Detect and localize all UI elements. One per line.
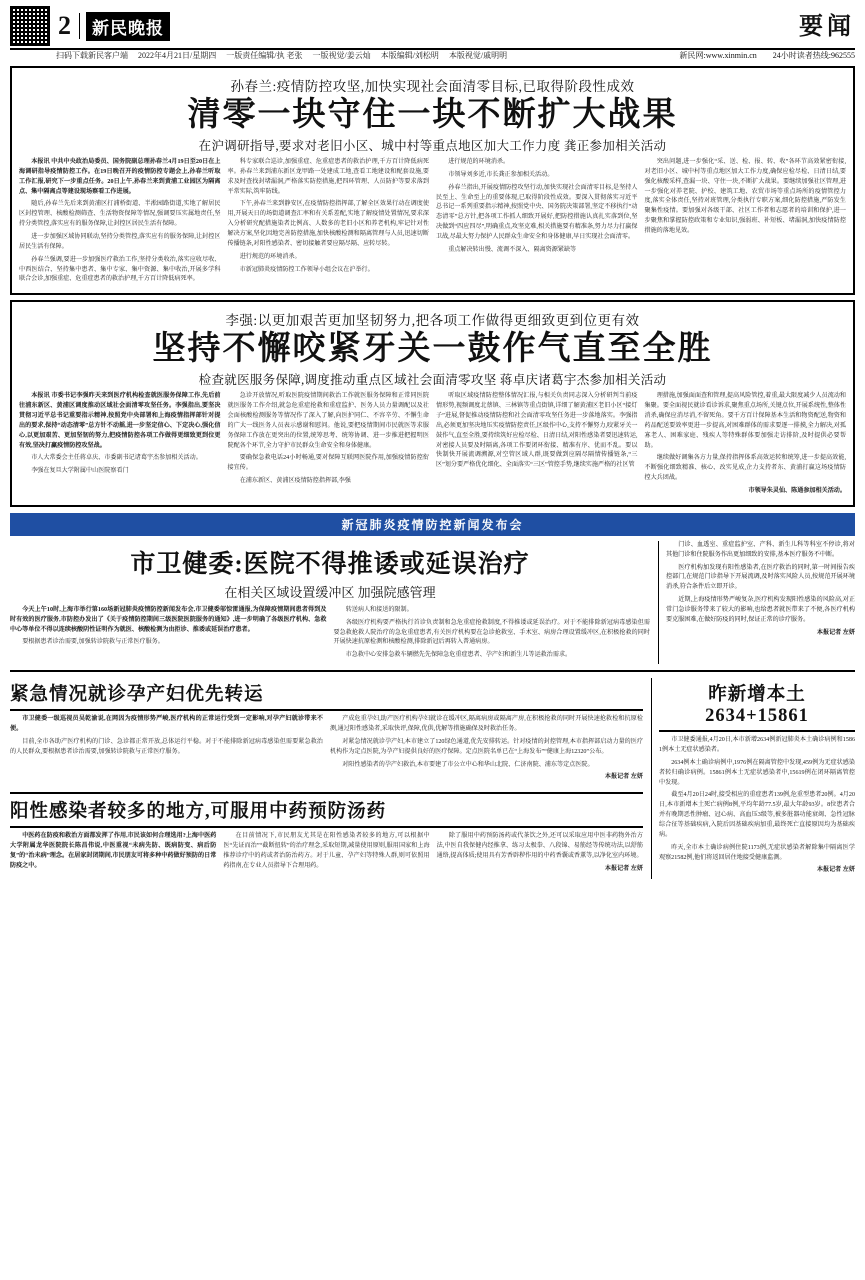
paragraph: 门诊、血透室、重症监护室、产科、新生儿科等科室不停诊,将对其他门诊和住院服务作出更加细致的安排,基本医疗服务不中断。 [666,541,855,558]
paragraph: 在目前情况下,市民朋友尤其是在阳性感染者较多的地方,可以根据中医“先证而治”“截断扭转”的治疗理念,采取短期,减量使用原则,服用国家和上海推荐诊疗中的药或者治防治药方。对于儿童、孕产妇等特殊人群,则可依照用药指南,在专业人员指导下合理用药。 [223,833,430,869]
article2-subhead: 检查就医服务保障,调度推动重点区域社会面清零攻坚 蒋卓庆诸葛宇杰参加相关活动 [198,373,667,388]
masthead-subrow [10,50,855,61]
paragraph: 下午,孙春兰来到静安区,在疫情防控指挥部,了解全区效果行动在调度使用,开展天日的场街道调查汇率和有关系差配,实地了解疫情处置情况,要求深入分析研究配措施染者比例高、人数多的老旧小区和养老机构,牢记针对性解决方案,坚化因地完善防控措施,加快核酸检测和隔离管理与人员,迅速切断传播链条,对阳性感染者、密切接触者要应隔尽隔、应转尽转。 [227,201,429,247]
article5-col-3 [437,832,643,877]
byline: 本报记者 左妍 [816,629,855,636]
paragraph: 产成危重孕妇,助产医疗机构孕妇就诊在缓冲区,隔离病房或隔离产房,在积极抢救的同时开展快速抢救检和抗原检测,通过阳性感染者,采取快评,保障,优供,优解等措施确保及时救治任务。 [330,716,643,732]
masthead [10,6,855,50]
article3-col-1 [10,606,327,664]
editor-1: 一版责任编辑/执 老张 [226,51,303,60]
paragraph: 继续做好调集各方力量,保持指挥体系高效运转和统筹,进一步提高效能,不断强化细致精准、核心、改实见成,企力支持者东、黄浦打赢这场疫情防控大兵团战。 [644,455,846,482]
paragraph: 要根据患者诊治需要,加强转诊院救与正常医疗服务。 [22,639,164,646]
paragraph: 医疗机构加发现有阳性感染者,在医疗救治的同时,第一时间报告疾控部门,在规范门诊指导下开展流调,及时落实风险人员,按规范开展环境消杀,符合条件后立即开诊。 [666,564,855,591]
article2-col-4 [645,392,847,500]
article2-body [19,392,846,500]
paragraph: 市领导刘多近,市长龚正参加相关活动。 [448,171,554,178]
article2-col-3 [436,392,638,500]
article-sun-chunlan [10,66,855,295]
masthead-left [10,6,170,46]
issue-date: 2022年4月21日/星期四 [138,51,217,60]
paragraph: 突出问题,进一步强化“采、送、检、报、转、收”各环节高效紧密衔接,对老旧小区、城中村等重点地区加大工作力度,确保应检尽检、日清日结,要强化核酸采样,查漏一块、守住一块,不断扩大战果。要继续加强社区管理,进一步强化对养老院、护校、建筑工地、农贸市场等重点场所的疫情管控力度,落实全体责任,坚持对班管理,分类执行专职方案,细化防控措施,严防发生聚集性疫情。要加强对各级干部、社区工作者和志愿者的培训和保护,进一步聚焦和掌握防控政策和专业知识,强弱班、补短板、堵漏洞,加快疫情防控措施的落地见效。 [644,158,846,234]
paragraph: 理措施,加强面面查和管理,提高风险管控,着重,最大限度减少人员流动和集聚。要全面视民就诊看诊诉求,聚焦重点场所,关键点位,开展系统性,整体性消杀,确保应消尽消,不留死角。要千方百计保障基本生活和物资配送,物资和药品配送要效率更进一步提高,对困难群体的需求要逐一排摸,全力解决,对孤寡老人、困难家庭、残疾人等特殊群体要加强走访排阶,及时提供必要帮助。 [644,393,846,449]
article3-headline: 市卫健委:医院不得推诿或延误治疗 [130,550,530,578]
editor-3: 本版编辑/刘松明 [380,51,439,60]
paragraph: 要确保急救电话24小时畅通,要对保障互联网医院作用,加强疫情防控衔接宜传。 [227,455,429,472]
hotline: 24小时读者热线:962555 [772,51,855,60]
paragraph: 截至4月20日24时,接受相应的重症患者139例,危重型患者20例。4月20日,本市新增本土死亡病例8例,平均年龄77.5岁,最大年龄93岁。8位患者合并有晚期恶性肿瘤、冠心病、高血压3级等,被多脏器功能衰竭、急性冠脉综合征等基础疾病,入院后因基础疾病加重,最终死亡直接原因均为基础疾病。 [659,792,855,838]
paragraph: 市卫健委通报,4月20日,本市新增2634例新冠肺炎本土确诊病例和15861例本土无症状感染者。 [659,737,855,753]
divider [10,670,855,672]
paragraph: 随后,孙春兰先后来到黄浦区打浦桥街道、半淞园路街道,实地了解居民区封控管理、核酸检测筛查、生活物资保障等情况,强调要压实属地责任,坚持分类管控,落实应有的服务保障,让封控区居民生活有保障。 [19,201,221,228]
paragraph: 孙春兰强调,要进一步加强医疗救治工作,坚持分类收治,落实应收尽收、中西医结合、坚持集中患者、集中专家、集中资源、集中收治,开展多学科联合会诊,加强重症、危重症患者的救治护理,千方百计降低病死率。 [19,256,221,283]
article1-col-2 [228,158,430,288]
editor-4: 本版视觉/戚明明 [448,51,508,60]
article-health-commission [10,541,650,664]
paragraph: 本报讯 中共中央政治局委员、国务院副总理孙春兰4月19日至20日在上海调研指导疫情防控工作。在19日晚召开的疫情防控专题会上,孙春兰听取工作汇报,研究下一步重点任务。20日上午,孙春兰来到黄浦工业园区为隔离点、集中隔离点等建设现场察看工作进展。 [19,158,221,195]
article1-col-1 [19,158,221,288]
divider [10,792,643,794]
article2-col-2 [228,392,430,500]
paragraph: 中医药在防疫和救治方面都发挥了作用,市民该如何合理选用?上海中医药大学附属龙华医院院长陈昌伟说,中医重视“未病先防、既病防变、病后防复”的“治未病”理念。在居家封闭期间,市民朋友可将多种中药做好预防的日常防疫之中。 [10,833,217,869]
masthead-credits [10,50,507,61]
paragraph: 除了服用中药预防汤药或代茶饮之外,还可以采取应用中医非药物外治方法,中医自我保健内经推拿、练习太极拳、八段锦、易筋经等传统功法,以舒筋通络,提高体质;使用具有芳香辟秽作用的中药香囊或香薰等,以净化室内环境。 [436,833,643,859]
article1-headline: 清零一块守住一块不断扩大战果 [187,97,678,133]
paragraph: 各级医疗机构要严格执行首诊负责制和急危重症抢救制度,不得推诿或延误治疗。对于不能排除新冠病毒感染但需要急救抢救人院治疗的急危重症患者,有关医疗机构要在急诊抢救室、手术室、病房合理设置缓冲区,在积极抢救的同时开展快速抗原检测和核酸检测,排除新冠后再转入普通病房。 [333,619,650,646]
article5-headline: 阳性感染者较多的地方,可服用中药预防汤药 [10,797,643,828]
paragraph: 孙春兰指出,开展疫情防控攻坚行动,加快实现社会面清零目标,是坚持人民至上、生命至上的重要体现,已取得阶段性成效。要深入贯彻落实习近平总书记一系列重要指示精神,按照党中央、国务院决策部署,坚定不移执行“动态清零”总方针,把各项工作抓人细致开展好,把防控措施认真扎实落到位,坚决做到“四应四尽”,明确重点,攻坚克难,相关措施要有精准条,努力尽力打赢保卫战,尽最大努力保护人民群众生命安全和身体健康,早日实现社会面清零。 [436,184,638,240]
article1-subhead: 在沪调研指导,要求对老旧小区、城中村等重点地区加大工作力度 龚正参加相关活动 [198,138,667,153]
paragraph: 急诊开放情况,听取医院疫情期间救治工作就医服务保障和正常同医院就医服务工作介绍,就急危重症抢救和重症监护、医务人员力量调配以及社会面核酸检测服务等情况作了深入了解,向医护同仁、不容辛劳、不懈生命的广大一线医务人员表示感谢和慰问。他说,要把疫情期间市民就医等求服务保障工作放在更突出的位置,统筹思考、统筹协调、进一步推进把握明医院配各个环节,全力守护市民群众生命安全和身体健康。 [227,393,429,449]
article5-col-2 [223,832,429,877]
editor-2: 一版视觉/姜云灿 [312,51,371,60]
paragraph: 李强在复旦大学附属中山医院察看门 [31,468,129,475]
paragraph: 昨天,全市本土确诊病例住院1173例,无症状感染者解除集中隔离医学观察21582例,他们将返回居住地接受健康监测。 [659,844,855,861]
article5-body [10,832,643,877]
press-conference-banner: 新冠肺炎疫情防控新闻发布会 [10,513,855,536]
scan-hint: 扫码下载新民客户端 [56,51,128,60]
article2-kicker: 李强:以更加艰苦更加坚韧努力,把各项工作做得更细致更到位更有效 [225,313,640,329]
paragraph: 进行规范的环境消杀。 [448,158,510,165]
article3-subhead: 在相关区域设置缓冲区 加强院感管理 [224,584,436,600]
article1-kicker: 孙春兰:疫情防控攻坚,加快实现社会面清零目标,已取得阶段性成效 [230,79,635,94]
paragraph: 进一步加强区域协同联动,坚持分类管控,落实应有的服务保障,让封控区居民生活有保障。 [19,233,221,250]
page-number: 2 [58,13,80,39]
paragraph: 市急救中心安排急救车辆燃先先保障急危重症患者、孕产妇和新生儿等运救治需求。 [345,652,572,659]
article4-col-2 [330,715,643,786]
paragraph: 近期,上海疫情形势严峻复杂,医疗机构发现阳性感染的风险高,对正常门急诊服务带来了较大的影响,也给患者就医带来了不便,各医疗机构要克服困难,在做好防疫的同时,保证正常的诊疗服务。 [666,597,855,623]
paragraph: 市卫健委一级巡视员吴乾渝说,在网因为疫情形势严峻,医疗机构的正常运行受到一定影响,对孕产妇就诊带来不便。 [10,716,323,732]
article-daily-cases [651,678,855,879]
byline: 本报记者 左妍 [604,774,643,781]
article4-body [10,715,643,786]
article4-col-1 [10,715,323,786]
website[interactable]: 新民网:www.xinmin.cn [679,51,757,60]
paragraph: 本报讯 市委书记李强昨天来到医疗机构检查就医服务保障工作,先后前往浦东新区、黄浦区调度推动区域社会面清零攻坚任务。李强指出,要坚决贯彻习近平总书记重要指示精神,按照党中央部署和上海疫情指挥部针对提出的要求,保持“动态清零”总方针不动摇,进一步坚定信心、下定决心,强化信心,以更加艰苦、更加坚韧的努力,把疫情防控各项工作做得更细致更到位更有效,坚决打赢疫情防控攻坚战。 [19,393,221,449]
byline: 本报记者 左妍 [816,867,855,874]
article3-side-column [658,541,855,664]
paragraph: 对紧急情况就诊孕产妇,本市建立了120绿色通道,优先安排转运。针对疫情的封控管理,本市指挥部启动力量的医疗机构作为定点医院,为孕产妇提供良好的医疗保障。定点医院名单已在“上海发布”“健康上海12320”公布。 [330,738,643,755]
article2-headline: 坚持不懈咬紧牙关一鼓作气直至全胜 [152,331,713,368]
qr-code-icon[interactable] [10,6,50,46]
section-title: 要闻 [799,14,855,40]
article1-col-4 [645,158,847,288]
paragraph: 对阳性感染者的孕产妇救治,本市要建了市公立中心和华山北院、仁济南院、浦东等定点医院。 [342,761,594,768]
article6-headline: 昨新增本土2634+15861 [659,680,855,732]
article2-col-1 [19,392,221,500]
article3-row [10,541,855,664]
paragraph: 进行规范的环境消杀。 [239,253,301,260]
paragraph: 目前,全市各助产医疗机构的门诊、急诊都正常开放,总体运行平稳。对于不能排除新冠病毒感染但需要紧急救治的人民群众,要根据患者诊治需要,加强转诊院救与正常医疗服务。 [10,738,323,755]
paragraph: 转送病人和接送的限制。 [345,606,413,613]
paragraph: 在浦东新区、黄浦区疫情防控指挥部,李强 [239,478,351,485]
masthead-contact [680,50,856,61]
article3-col-2 [334,606,651,664]
paragraph: 听取区域疫情防控整体情况汇报,与相关负责同志深入分析研判当前疫情形势,视频调度北蔡镇、三林镇等重点街镇,详细了解黄浦区老旧小区“接灯子”进展,督促推动疫情防控和社会面清零攻坚任务进一步落地落实。李强指出,必须更加坚决地压实疫情防控责任,区级作中心,支持不懈努力,咬紧牙关一鼓作气,直至全胜,要持续筑好应检尽检、日清日结,对阳性感染者要迅速转运,对密接人员要及时隔离,各项工作要闭环衔接、精准有序、优而不乱。要以快制快开展流调溯源,对空管区域人群,既要做到应隔尽隔情传播链条,“三区”划分要严格优化细化、全面落实“三区”管控手势,继续实施严格的社区管 [436,393,638,469]
paragraph: 重点解决转出慢、流调不深入、隔离资源紧缺等 [448,246,577,253]
paragraph: 市人大常委会主任蒋卓庆、市委副书记诸葛宇杰参加相关活动。 [31,455,202,462]
article-li-qiang [10,300,855,507]
paper-name: 新民晚报 [86,12,170,41]
paragraph: 科专家联合巡诊,加强重症、危重症患者的救治护理,千方百计降低病死率。孙春兰来到浦东新区龙甲路一处建成工地,查看工地建设和配套设施,要求及时查找封堵漏洞,严格落实防控措施,把四环管理、人员防护等要求落到平常实际,筑牢防线。 [227,158,429,195]
paragraph: 今天上午10时,上海市举行第160场新冠肺炎疫情防控新闻发布会,市卫健委邬惊雷通报,为保障疫情期间患者得到及时有效的医疗服务,市防控办发出了《关于疫情防控期间三级医院医院服务的通知》,进一步明确了各级医疗机构、急救中心等单位不得以连续核酸阴性证明作为就医、核酸检测为由拒诊、推诿或延误治疗患者。 [10,606,327,633]
article6-body [659,736,855,876]
article3-body [10,606,650,664]
article1-body [19,158,846,288]
article4-headline: 紧急情况就诊孕产妇优先转运 [10,680,643,711]
article1-col-3 [436,158,638,288]
byline: 本报记者 左妍 [604,865,643,872]
masthead-right [799,6,855,41]
article5-col-1 [10,832,216,877]
paragraph: 2634例本土确诊病例中,1976例在隔离管控中发现,459例为无症状感染者转归确诊病例。15861例本土无症状感染者中,15619例在闭环隔离管控中发现。 [659,759,855,786]
paragraph: 市新冠肺炎疫情防控工作领导小组会议在沪举行。 [239,266,374,273]
bottom-section [10,678,855,879]
paragraph: 市领导朱灵仙、陈通参加相关活动。 [748,487,846,494]
bottom-left-column [10,678,643,879]
